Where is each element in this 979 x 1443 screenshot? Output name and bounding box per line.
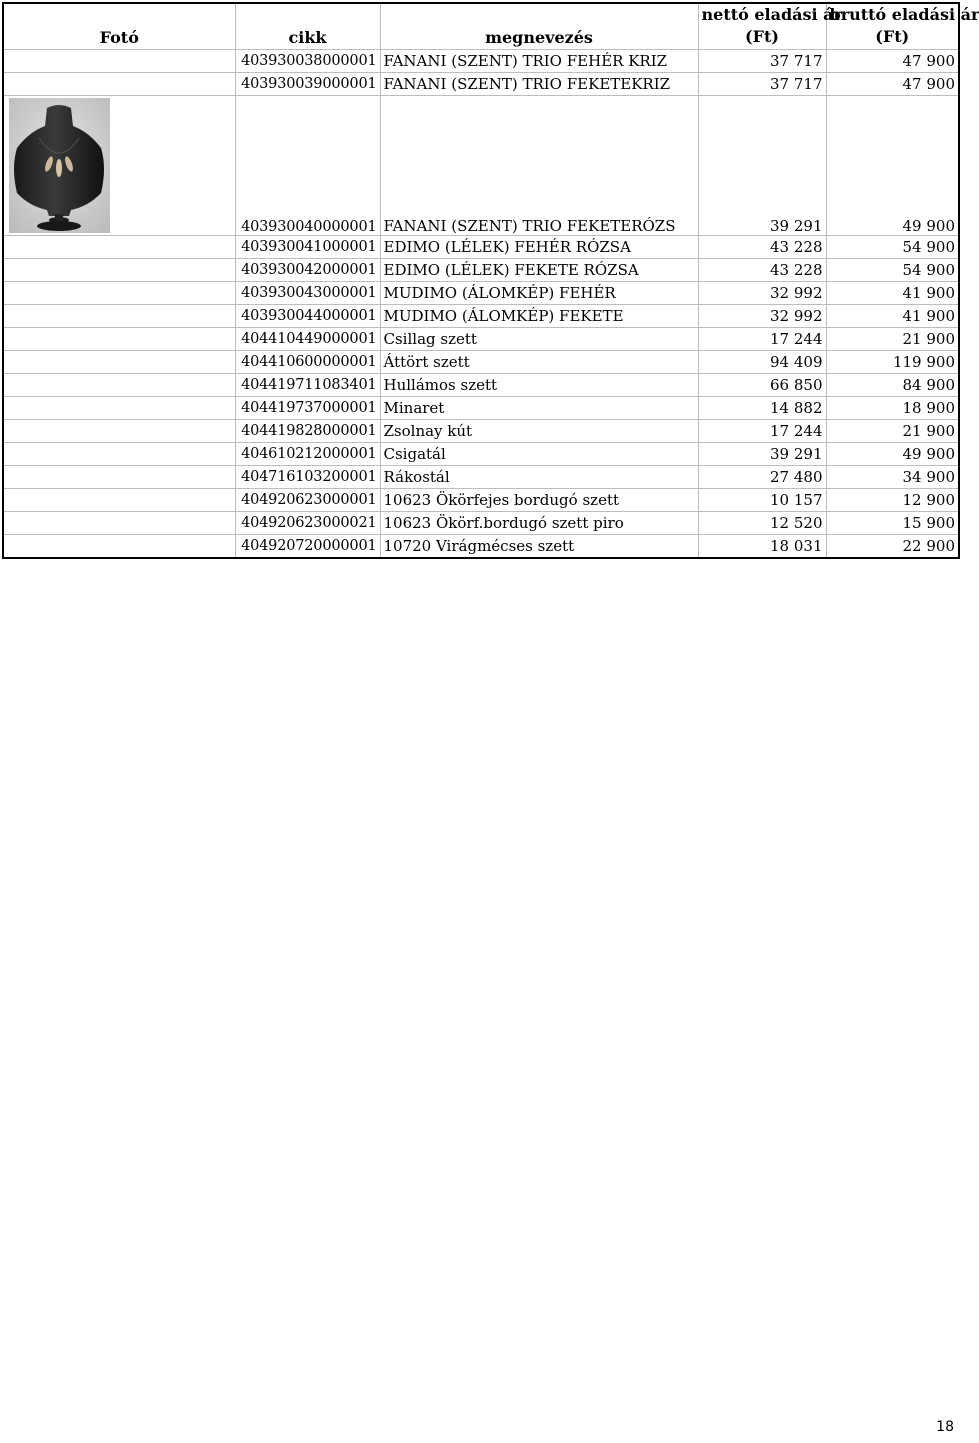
photo-cell (3, 534, 235, 558)
table-row (3, 373, 959, 396)
gross-price: 34 900 (826, 465, 959, 488)
photo-cell (3, 258, 235, 281)
header-netto-line1: nettó eladási ár (701, 5, 842, 25)
photo-cell (3, 419, 235, 442)
net-price: 94 409 (698, 350, 826, 373)
gross-price: 15 900 (826, 511, 959, 534)
table-row (3, 95, 959, 235)
header-brutto-line1: bruttó eladási ár (829, 5, 979, 25)
gross-price: 22 900 (826, 534, 959, 558)
header-cikk: cikk (235, 3, 380, 49)
net-price: 27 480 (698, 465, 826, 488)
product-name: Minaret (380, 396, 698, 419)
table-row (3, 49, 959, 72)
photo-cell (3, 373, 235, 396)
table-row (3, 465, 959, 488)
article-code: 404410449000001 (235, 327, 380, 350)
table-row (3, 235, 959, 258)
article-code: 404610212000001 (235, 442, 380, 465)
table-row (3, 258, 959, 281)
product-name: 10720 Virágmécses szett (380, 534, 698, 558)
gross-price: 41 900 (826, 281, 959, 304)
gross-price: 49 900 (826, 442, 959, 465)
table-row (3, 281, 959, 304)
product-photo (9, 98, 110, 233)
gross-price: 41 900 (826, 304, 959, 327)
product-name: Zsolnay kút (380, 419, 698, 442)
net-price: 12 520 (698, 511, 826, 534)
net-price: 39 291 (698, 95, 826, 235)
gross-price: 54 900 (826, 258, 959, 281)
table-row (3, 442, 959, 465)
net-price: 66 850 (698, 373, 826, 396)
gross-price: 18 900 (826, 396, 959, 419)
photo-cell (3, 396, 235, 419)
header-foto: Fotó (3, 3, 235, 49)
product-name: Rákostál (380, 465, 698, 488)
gross-price: 21 900 (826, 419, 959, 442)
article-code: 403930040000001 (235, 95, 380, 235)
photo-cell (3, 488, 235, 511)
table-row (3, 511, 959, 534)
gross-price: 47 900 (826, 72, 959, 95)
photo-cell (3, 465, 235, 488)
article-code: 403930038000001 (235, 49, 380, 72)
price-table (2, 2, 979, 559)
article-code: 404410600000001 (235, 350, 380, 373)
product-name: FANANI (SZENT) TRIO FEKETEKRIZ (380, 72, 698, 95)
product-name: MUDIMO (ÁLOMKÉP) FEHÉR (380, 281, 698, 304)
product-name: FANANI (SZENT) TRIO FEKETERÓZS (380, 95, 698, 235)
net-price: 10 157 (698, 488, 826, 511)
gross-price: 21 900 (826, 327, 959, 350)
article-code: 403930039000001 (235, 72, 380, 95)
gross-price: 47 900 (826, 49, 959, 72)
table-row (3, 350, 959, 373)
article-code: 404920623000001 (235, 488, 380, 511)
header-row (3, 3, 959, 49)
photo-cell (3, 304, 235, 327)
article-code: 404920720000001 (235, 534, 380, 558)
article-code: 404419711083401 (235, 373, 380, 396)
article-code: 403930043000001 (235, 281, 380, 304)
photo-cell (3, 442, 235, 465)
photo-cell (3, 281, 235, 304)
product-name: EDIMO (LÉLEK) FEKETE RÓZSA (380, 258, 698, 281)
photo-cell (3, 511, 235, 534)
product-name: Hullámos szett (380, 373, 698, 396)
article-code: 404419737000001 (235, 396, 380, 419)
table-row (3, 327, 959, 350)
net-price: 17 244 (698, 327, 826, 350)
net-price: 43 228 (698, 258, 826, 281)
product-name: Csigatál (380, 442, 698, 465)
gross-price: 84 900 (826, 373, 959, 396)
article-code: 403930044000001 (235, 304, 380, 327)
table-row (3, 419, 959, 442)
product-name: Áttört szett (380, 350, 698, 373)
necklace-bust-image (9, 98, 110, 233)
table-row (3, 488, 959, 511)
photo-cell (3, 235, 235, 258)
page-number: 18 (936, 1419, 954, 1435)
header-megnevezes: megnevezés (380, 3, 698, 49)
header-brutto (826, 3, 979, 49)
net-price: 37 717 (698, 49, 826, 72)
net-price: 43 228 (698, 235, 826, 258)
photo-cell (3, 350, 235, 373)
net-price: 37 717 (698, 72, 826, 95)
article-code: 404716103200001 (235, 465, 380, 488)
net-price: 32 992 (698, 281, 826, 304)
net-price: 17 244 (698, 419, 826, 442)
net-price: 14 882 (698, 396, 826, 419)
table-row (3, 304, 959, 327)
photo-cell (3, 72, 235, 95)
header-netto (698, 3, 842, 49)
gross-price: 54 900 (826, 235, 959, 258)
table-row (3, 534, 959, 558)
table-body (3, 49, 959, 558)
net-price: 39 291 (698, 442, 826, 465)
product-name: Csillag szett (380, 327, 698, 350)
article-code: 403930042000001 (235, 258, 380, 281)
net-price: 18 031 (698, 534, 826, 558)
gross-price: 49 900 (826, 95, 959, 235)
header-brutto-line2: (Ft) (875, 27, 910, 47)
photo-cell (3, 327, 235, 350)
product-name: FANANI (SZENT) TRIO FEHÉR KRIZ (380, 49, 698, 72)
gross-price: 12 900 (826, 488, 959, 511)
header-netto-line2: (Ft) (745, 27, 779, 47)
photo-cell (3, 49, 235, 72)
product-name: MUDIMO (ÁLOMKÉP) FEKETE (380, 304, 698, 327)
gross-price: 119 900 (826, 350, 959, 373)
table-row (3, 396, 959, 419)
article-code: 404920623000021 (235, 511, 380, 534)
article-code: 403930041000001 (235, 235, 380, 258)
product-name: 10623 Ökörfejes bordugó szett (380, 488, 698, 511)
table-row (3, 72, 959, 95)
photo-cell (3, 95, 235, 235)
product-name: 10623 Ökörf.bordugó szett piro (380, 511, 698, 534)
article-code: 404419828000001 (235, 419, 380, 442)
net-price: 32 992 (698, 304, 826, 327)
product-name: EDIMO (LÉLEK) FEHÉR RÓZSA (380, 235, 698, 258)
